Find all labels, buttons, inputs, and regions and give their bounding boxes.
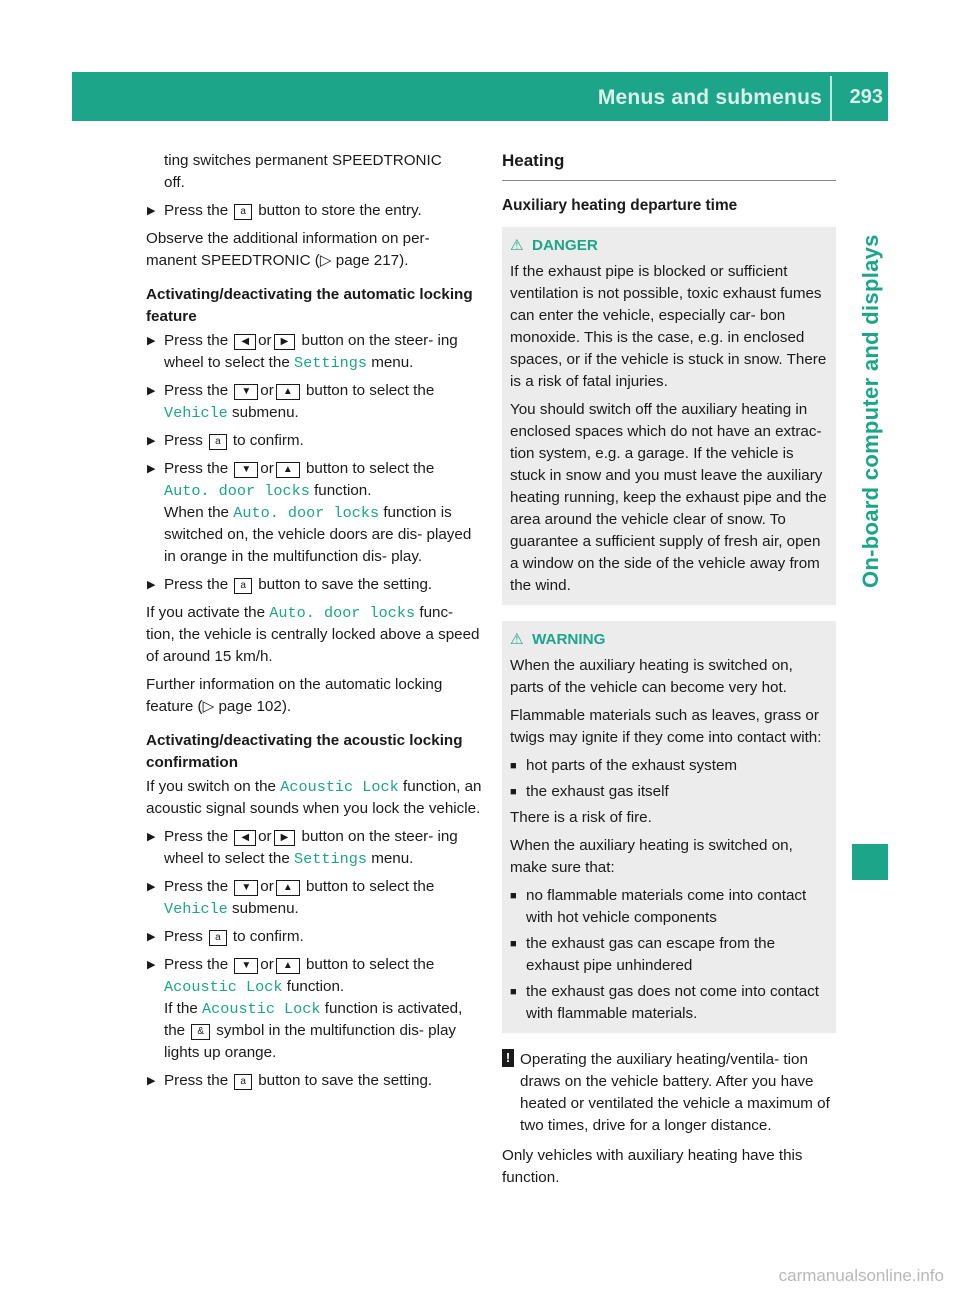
warning-text: Flammable materials such as leaves, grass or twigs may ignite if they come into contact with: [510, 707, 822, 746]
right-column [502, 150, 836, 1195]
down-key-icon: ▼ [234, 384, 258, 400]
danger-text: You should switch off the auxiliary heating in enclosed spaces which do not have an extrac- tion system, e.g. a garage. If the vehicle is stuck in snow and you must leave the auxiliary heating running, keep the exhaust pipe and the area around the vehicle clear of snow. To guarantee a sufficient supply of fresh air, open a window on the side of the vehicle away from the wind. [510, 401, 827, 594]
list-item: ■ the exhaust gas itself [510, 781, 828, 803]
ok-key-icon: a [209, 434, 227, 450]
step-arrow-icon: ▶ [147, 931, 156, 943]
watermark: carmanualsonline.info [778, 1266, 944, 1285]
warning-text: There is a risk of fire. [510, 809, 652, 826]
warning-text: When the auxiliary heating is switched on, make sure that: [510, 837, 793, 876]
step-save: ▶ Press the a button to save the setting. [146, 1070, 482, 1092]
bullet-icon: ■ [510, 760, 517, 772]
final-paragraph: Only vehicles with auxiliary heating have this function. [502, 1147, 803, 1186]
step-arrow-icon: ▶ [147, 579, 156, 591]
danger-text: If the exhaust pipe is blocked or sufficient ventilation is not possible, toxic exhaust fumes can enter the vehicle, especially car- bon monoxide. This is the case, e.g. in enclosed spaces, or if the vehicle is stuck in snow. There is a risk of fatal injuries. [510, 263, 827, 390]
lock-symbol-icon: & [191, 1024, 210, 1040]
code-vehicle: Vehicle [164, 404, 228, 422]
left-column [146, 150, 482, 1098]
code-auto-door-locks: Auto. door locks [233, 504, 380, 522]
down-key-icon: ▼ [234, 462, 258, 478]
step-select-vehicle: ▶ Press the ▼ or ▲ button to select the Vehicle submenu. [147, 382, 435, 422]
left-key-icon: ◀ [234, 830, 256, 846]
right-key-icon: ▶ [274, 334, 296, 350]
activate-paragraph: If you activate the Auto. door locks func- tion, the vehicle is centrally locked above a speed of around 15 km/h. [146, 604, 480, 665]
code-acoustic-lock: Acoustic Lock [202, 1000, 321, 1018]
ok-key-icon: a [234, 578, 252, 594]
step-confirm: ▶ Press a to confirm. [146, 430, 482, 452]
ok-key-icon: a [209, 930, 227, 946]
up-key-icon: ▲ [276, 958, 300, 974]
step-save: ▶ Press the a button to save the setting. [146, 574, 482, 596]
heading-auto-locking: Activating/deactivating the automatic locking feature [146, 286, 473, 325]
code-settings: Settings [294, 850, 367, 868]
warning-text: When the auxiliary heating is switched on, parts of the vehicle can become very hot. [510, 657, 793, 696]
ok-key-icon: a [234, 1074, 252, 1090]
header-bar [72, 72, 888, 121]
down-key-icon: ▼ [234, 958, 258, 974]
subsection-title: Auxiliary heating departure time [502, 197, 738, 214]
list-item: ■ the exhaust gas does not come into contact with flammable materials. [510, 983, 819, 1022]
intro-text: ting switches permanent SPEEDTRONIC off. [164, 152, 442, 191]
danger-header: ⚠ DANGER [510, 235, 828, 257]
bullet-icon: ■ [510, 986, 517, 998]
observe-text: Observe the additional information on per- manent SPEEDTRONIC (▷ page 217). [146, 230, 430, 269]
warning-triangle-icon: ⚠ [510, 237, 524, 254]
up-key-icon: ▲ [276, 384, 300, 400]
step-arrow-icon: ▶ [147, 881, 156, 893]
code-acoustic-lock: Acoustic Lock [164, 978, 283, 996]
code-auto-door-locks: Auto. door locks [164, 482, 310, 500]
down-key-icon: ▼ [234, 880, 258, 896]
warning-triangle-icon: ⚠ [510, 631, 524, 648]
step-select-settings: ▶ Press the ◀ or ▶ button on the steer- ing wheel to select the Settings menu. [147, 828, 458, 868]
step-store: ▶ Press the a button to store the entry. [146, 200, 482, 222]
danger-box [502, 227, 836, 605]
header-title: Menus and submenus [597, 86, 822, 109]
page-ref-arrow-icon: ▷ [319, 252, 332, 269]
step-arrow-icon: ▶ [147, 385, 156, 397]
bullet-icon: ■ [510, 786, 517, 798]
step-select-acoustic-lock: ▶ Press the ▼ or ▲ button to select the Acoustic Lock function. If the Acoustic Lock function is activated, the & symbol in the multifunction dis- play lights up orange. [147, 956, 463, 1061]
up-key-icon: ▲ [276, 880, 300, 896]
list-item: ■ hot parts of the exhaust system [510, 755, 828, 777]
page-ref-link[interactable]: page 217 [335, 252, 400, 269]
side-tab-label [855, 168, 885, 588]
code-acoustic-lock: Acoustic Lock [280, 778, 399, 796]
warning-box [502, 621, 836, 1033]
step-arrow-icon: ▶ [147, 463, 156, 475]
step-arrow-icon: ▶ [147, 435, 156, 447]
up-key-icon: ▲ [276, 462, 300, 478]
page-number: 293 [849, 86, 883, 108]
exclamation-icon: ! [502, 1049, 514, 1067]
list-item: ■ the exhaust gas can escape from the exhaust pipe unhindered [510, 935, 776, 974]
header-divider [830, 76, 832, 121]
warning-header: ⚠ WARNING [510, 629, 828, 651]
step-select-settings: ▶ Press the ◀ or ▶ button on the steer- ing wheel to select the Settings menu. [147, 332, 458, 372]
side-tab-marker [852, 844, 888, 880]
ok-key-icon: a [234, 204, 252, 220]
step-arrow-icon: ▶ [147, 831, 156, 843]
step-arrow-icon: ▶ [147, 205, 156, 217]
acoustic-intro-paragraph: If you switch on the Acoustic Lock function, an acoustic signal sounds when you lock the vehicle. [146, 778, 482, 817]
side-tab-text: On-board computer and displays [858, 234, 883, 588]
section-title: Heating [502, 150, 836, 181]
further-info-paragraph: Further information on the automatic locking feature (▷ page 102). [146, 676, 443, 715]
right-key-icon: ▶ [274, 830, 296, 846]
code-vehicle: Vehicle [164, 900, 228, 918]
page-ref-link[interactable]: page 102 [218, 698, 282, 715]
step-confirm: ▶ Press a to confirm. [146, 926, 482, 948]
step-arrow-icon: ▶ [147, 335, 156, 347]
bullet-icon: ■ [510, 938, 517, 950]
step-arrow-icon: ▶ [147, 959, 156, 971]
step-select-auto-door-locks: ▶ Press the ▼ or ▲ button to select the Auto. door locks function. When the Auto. door locks function is switched on, the vehicle doors are dis- played in orange in the multifunction dis- play. [147, 460, 472, 565]
environment-note: ! Operating the auxiliary heating/ventila- tion draws on the vehicle battery. After you have heated or ventilated the vehicle a maximum of two times, drive for a longer distance. [502, 1049, 836, 1137]
heading-acoustic-locking: Activating/deactivating the acoustic locking confirmation [146, 732, 463, 771]
step-arrow-icon: ▶ [147, 1075, 156, 1087]
code-settings: Settings [294, 354, 367, 372]
list-item: ■ no flammable materials come into contact with hot vehicle components [510, 887, 807, 926]
code-auto-door-locks: Auto. door locks [269, 604, 416, 622]
page-ref-arrow-icon: ▷ [202, 698, 215, 715]
bullet-icon: ■ [510, 890, 517, 902]
step-select-vehicle: ▶ Press the ▼ or ▲ button to select the Vehicle submenu. [147, 878, 435, 918]
left-key-icon: ◀ [234, 334, 256, 350]
